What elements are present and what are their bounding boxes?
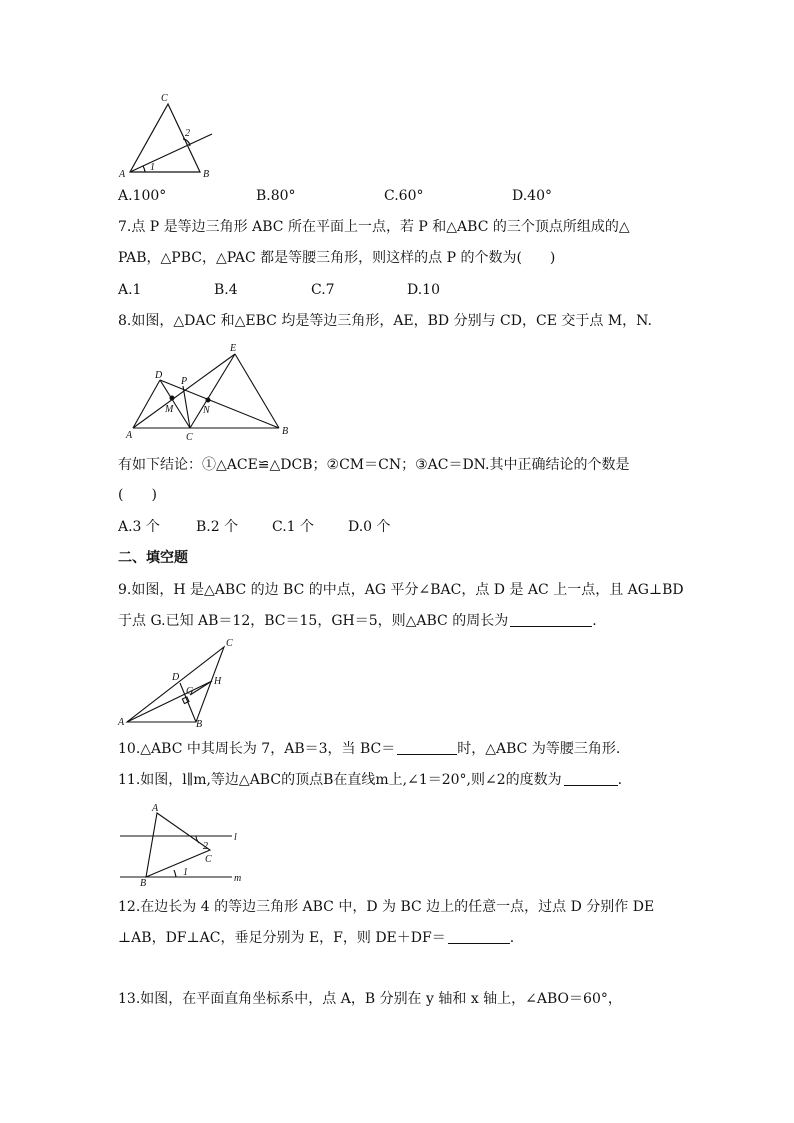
q9-label-h: H [214, 676, 222, 687]
q7-line-2: PAB，△PBC，△PAC 都是等腰三角形，则这样的点 P 的个数为( ) [118, 250, 556, 266]
q11-label-m: m [234, 873, 242, 884]
q11-label-2: 2 [203, 841, 208, 852]
q8-label-m: M [165, 404, 174, 415]
q11-answer-blank[interactable] [564, 771, 618, 786]
q9-label-a: A [118, 717, 125, 728]
q9-label-c: C [226, 638, 233, 649]
q8-label-n: N [203, 405, 210, 416]
q6-label-a: A [119, 169, 126, 180]
section-heading: 二、填空题 [118, 550, 188, 566]
q8-line-3: ( ) [118, 487, 157, 503]
q9-label-d: D [172, 672, 180, 683]
q8-option-b: B.2 个 [196, 519, 239, 535]
q8-option-c: C.1 个 [272, 519, 315, 535]
q6-option-b: B.80° [256, 188, 296, 204]
q8-option-a: A.3 个 [118, 519, 160, 535]
q11-label-1: 1 [183, 867, 188, 878]
q6-option-c: C.60° [384, 188, 424, 204]
q8-label-c: C [186, 432, 193, 443]
q9-label-g: G [186, 686, 194, 697]
q10-text-end: 时，△ABC 为等腰三角形. [457, 741, 621, 757]
q11-line [118, 770, 622, 790]
q7-option-b: B.4 [214, 282, 238, 298]
q11-label-b: B [140, 878, 147, 889]
q12-answer-blank[interactable] [448, 929, 510, 944]
q6-option-a: A.100° [118, 188, 167, 204]
q11-text: 11.如图，l∥m,等边△ABC的顶点B在直线m上,∠1＝20°,则∠2的度数为 [118, 772, 562, 788]
q6-label-b: B [203, 169, 210, 180]
q6-label-2: 2 [185, 128, 190, 139]
q11-label-a: A [152, 803, 159, 814]
q8-label-a: A [126, 430, 133, 441]
q8-label-b: B [282, 426, 289, 437]
q11-label-c: C [205, 854, 212, 865]
q7-option-d: D.10 [407, 282, 440, 298]
q9-line-2: 于点 G.已知 AB＝12，BC＝15，GH＝5，则△ABC 的周长为 [118, 613, 509, 629]
q10-text: 10.△ABC 中其周长为 7，AB＝3，当 BC＝ [118, 741, 396, 757]
q12-line-1: 12.在边长为 4 的等边三角形 ABC 中，D 为 BC 边上的任意一点，过点 D 分别作 DE [118, 899, 655, 915]
q13-line-1: 13.如图，在平面直角坐标系中，点 A，B 分别在 y 轴和 x 轴上，∠ABO＝60°， [118, 991, 622, 1007]
q10-answer-blank[interactable] [397, 740, 457, 755]
q12-line-2: ⊥AB，DF⊥AC，垂足分别为 E，F，则 DE＋DF＝ [118, 930, 446, 946]
q6-label-1: 1 [150, 162, 155, 173]
q9-answer-blank[interactable] [510, 612, 592, 627]
q9-line-1: 9.如图，H 是△ABC 的边 BC 的中点，AG 平分∠BAC，点 D 是 AC 上一点，且 AG⊥BD [118, 582, 684, 598]
q8-label-d: D [155, 370, 163, 381]
q11-label-l: l [234, 832, 237, 843]
q8-line-2: 有如下结论：①△ACE≌△DCB；②CM＝CN；③AC＝DN.其中正确结论的个数是 [118, 457, 630, 473]
q8-option-d: D.0 个 [348, 519, 391, 535]
q12-line-2-end: . [509, 930, 515, 946]
q7-option-a: A.1 [118, 282, 142, 298]
q8-line-1: 8.如图，△DAC 和△EBC 均是等边三角形，AE，BD 分别与 CD，CE 交于点 M，N. [118, 313, 652, 329]
q11-text-end: . [617, 772, 623, 788]
q8-label-e: E [230, 343, 237, 354]
q8-label-p: P [181, 376, 188, 387]
q9-line-2-end: . [592, 613, 597, 629]
q10-line [118, 739, 620, 759]
q6-label-c: C [161, 93, 168, 104]
q7-option-c: C.7 [311, 282, 335, 298]
q9-line-2-wrap [118, 611, 597, 631]
q9-label-b: B [196, 719, 203, 730]
q7-line-1: 7.点 P 是等边三角形 ABC 所在平面上一点，若 P 和△ABC 的三个顶点所组成的△ [118, 219, 630, 235]
q12-line-2-wrap [118, 928, 514, 948]
q6-option-d: D.40° [512, 188, 552, 204]
